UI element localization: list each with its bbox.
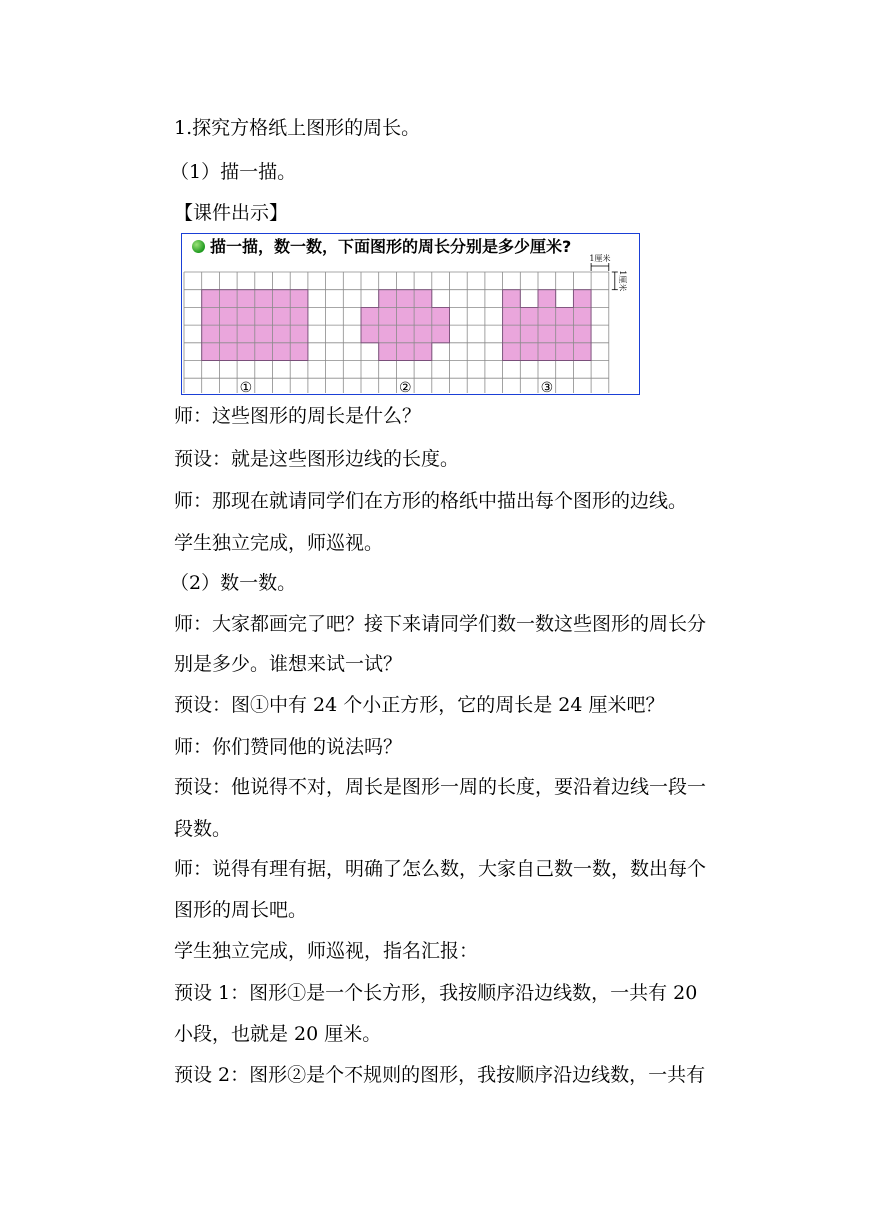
shaded-cell xyxy=(414,343,432,361)
courseware-figure xyxy=(181,233,640,395)
text-line: 师：那现在就请同学们在方形的格纸中描出每个图形的边线。 xyxy=(174,490,688,512)
text-line: 【课件出示】 xyxy=(174,202,289,224)
shaded-cell xyxy=(396,290,414,308)
shaded-cell xyxy=(361,325,379,343)
shaded-cell xyxy=(503,343,521,361)
shaded-cell xyxy=(290,307,308,325)
shaded-cell xyxy=(290,343,308,361)
shaded-cell xyxy=(273,325,291,343)
shaded-cell xyxy=(432,325,450,343)
shaded-cell xyxy=(538,290,556,308)
text-line: 师：大家都画完了吧？接下来请同学们数一数这些图形的周长分 xyxy=(174,613,707,635)
text-line: 师：这些图形的周长是什么？ xyxy=(174,405,422,427)
shaded-cell xyxy=(503,290,521,308)
unit-v-label: 1厘米 xyxy=(617,270,627,292)
text-line: 预设 1：图形①是一个长方形，我按顺序沿边线数，一共有 20 xyxy=(174,982,698,1004)
shaded-cell xyxy=(538,343,556,361)
shaded-cell xyxy=(255,307,273,325)
shaded-cell xyxy=(556,343,574,361)
shaded-cell xyxy=(379,325,397,343)
shaded-cell xyxy=(255,290,273,308)
shaded-cell xyxy=(503,325,521,343)
text-line: 师：说得有理有据，明确了怎么数，大家自己数一数，数出每个 xyxy=(174,858,707,880)
shaded-cell xyxy=(538,325,556,343)
text-line: （1）描一描。 xyxy=(170,161,297,183)
shaded-cell xyxy=(219,343,237,361)
shaded-cell xyxy=(556,325,574,343)
shaded-cell xyxy=(573,343,591,361)
shaded-cell xyxy=(202,307,220,325)
shaded-cell xyxy=(237,307,255,325)
shaded-cell xyxy=(273,290,291,308)
shaded-cell xyxy=(520,325,538,343)
text-line: 预设：图①中有 24 个小正方形，它的周长是 24 厘米吧？ xyxy=(174,694,665,716)
text-line: 学生独立完成，师巡视。 xyxy=(174,532,384,554)
shaded-cell xyxy=(396,325,414,343)
text-line: 段数。 xyxy=(174,818,232,840)
shaded-cell xyxy=(273,307,291,325)
shaded-cell xyxy=(255,343,273,361)
shaded-cell xyxy=(237,325,255,343)
shaded-cell xyxy=(396,343,414,361)
shaded-cell xyxy=(379,343,397,361)
figure-title-text: 描一描，数一数，下面图形的周长分别是多少厘米? xyxy=(210,237,572,256)
shaded-cell xyxy=(237,343,255,361)
shaded-cell xyxy=(414,290,432,308)
shaded-cell xyxy=(202,290,220,308)
text-line: 预设 2：图形②是个不规则的图形，我按顺序沿边线数，一共有 xyxy=(174,1064,706,1086)
shaded-cell xyxy=(573,307,591,325)
shaded-cell xyxy=(219,325,237,343)
unit-h-label: 1厘米 xyxy=(589,254,611,263)
text-line: 师：你们赞同他的说法吗？ xyxy=(174,736,403,758)
shaded-cell xyxy=(573,325,591,343)
shape-label: ② xyxy=(398,379,412,393)
text-line: 小段，也就是 20 厘米。 xyxy=(174,1023,382,1045)
shaded-cell xyxy=(219,290,237,308)
shaded-cell xyxy=(219,307,237,325)
shaded-cell xyxy=(538,307,556,325)
shaded-cell xyxy=(396,307,414,325)
shaded-cell xyxy=(520,343,538,361)
shape-label: ① xyxy=(239,379,253,393)
shaded-cell xyxy=(290,290,308,308)
shaded-cell xyxy=(503,307,521,325)
shaded-cell xyxy=(520,307,538,325)
shape-label: ③ xyxy=(540,379,554,393)
shaded-cell xyxy=(414,307,432,325)
shaded-cell xyxy=(573,290,591,308)
text-line: 别是多少。谁想来试一试？ xyxy=(174,653,403,675)
text-line: （2）数一数。 xyxy=(170,572,297,594)
shaded-cell xyxy=(202,325,220,343)
text-line: 学生独立完成，师巡视，指名汇报： xyxy=(174,940,479,962)
shaded-cell xyxy=(556,307,574,325)
shaded-cell xyxy=(237,290,255,308)
shaded-cell xyxy=(379,290,397,308)
shaded-cell xyxy=(202,343,220,361)
shaded-cell xyxy=(414,325,432,343)
text-line: 预设：他说得不对，周长是图形一周的长度，要沿着边线一段一 xyxy=(174,776,707,798)
text-line: 图形的周长吧。 xyxy=(174,899,308,921)
shaded-cell xyxy=(255,325,273,343)
text-line: 1.探究方格纸上图形的周长。 xyxy=(174,117,421,139)
shaded-cell xyxy=(432,307,450,325)
grid-paper xyxy=(182,234,638,393)
shaded-cell xyxy=(290,325,308,343)
shaded-cell xyxy=(273,343,291,361)
shaded-cell xyxy=(379,307,397,325)
shaded-cell xyxy=(361,307,379,325)
text-line: 预设：就是这些图形边线的长度。 xyxy=(174,448,460,470)
